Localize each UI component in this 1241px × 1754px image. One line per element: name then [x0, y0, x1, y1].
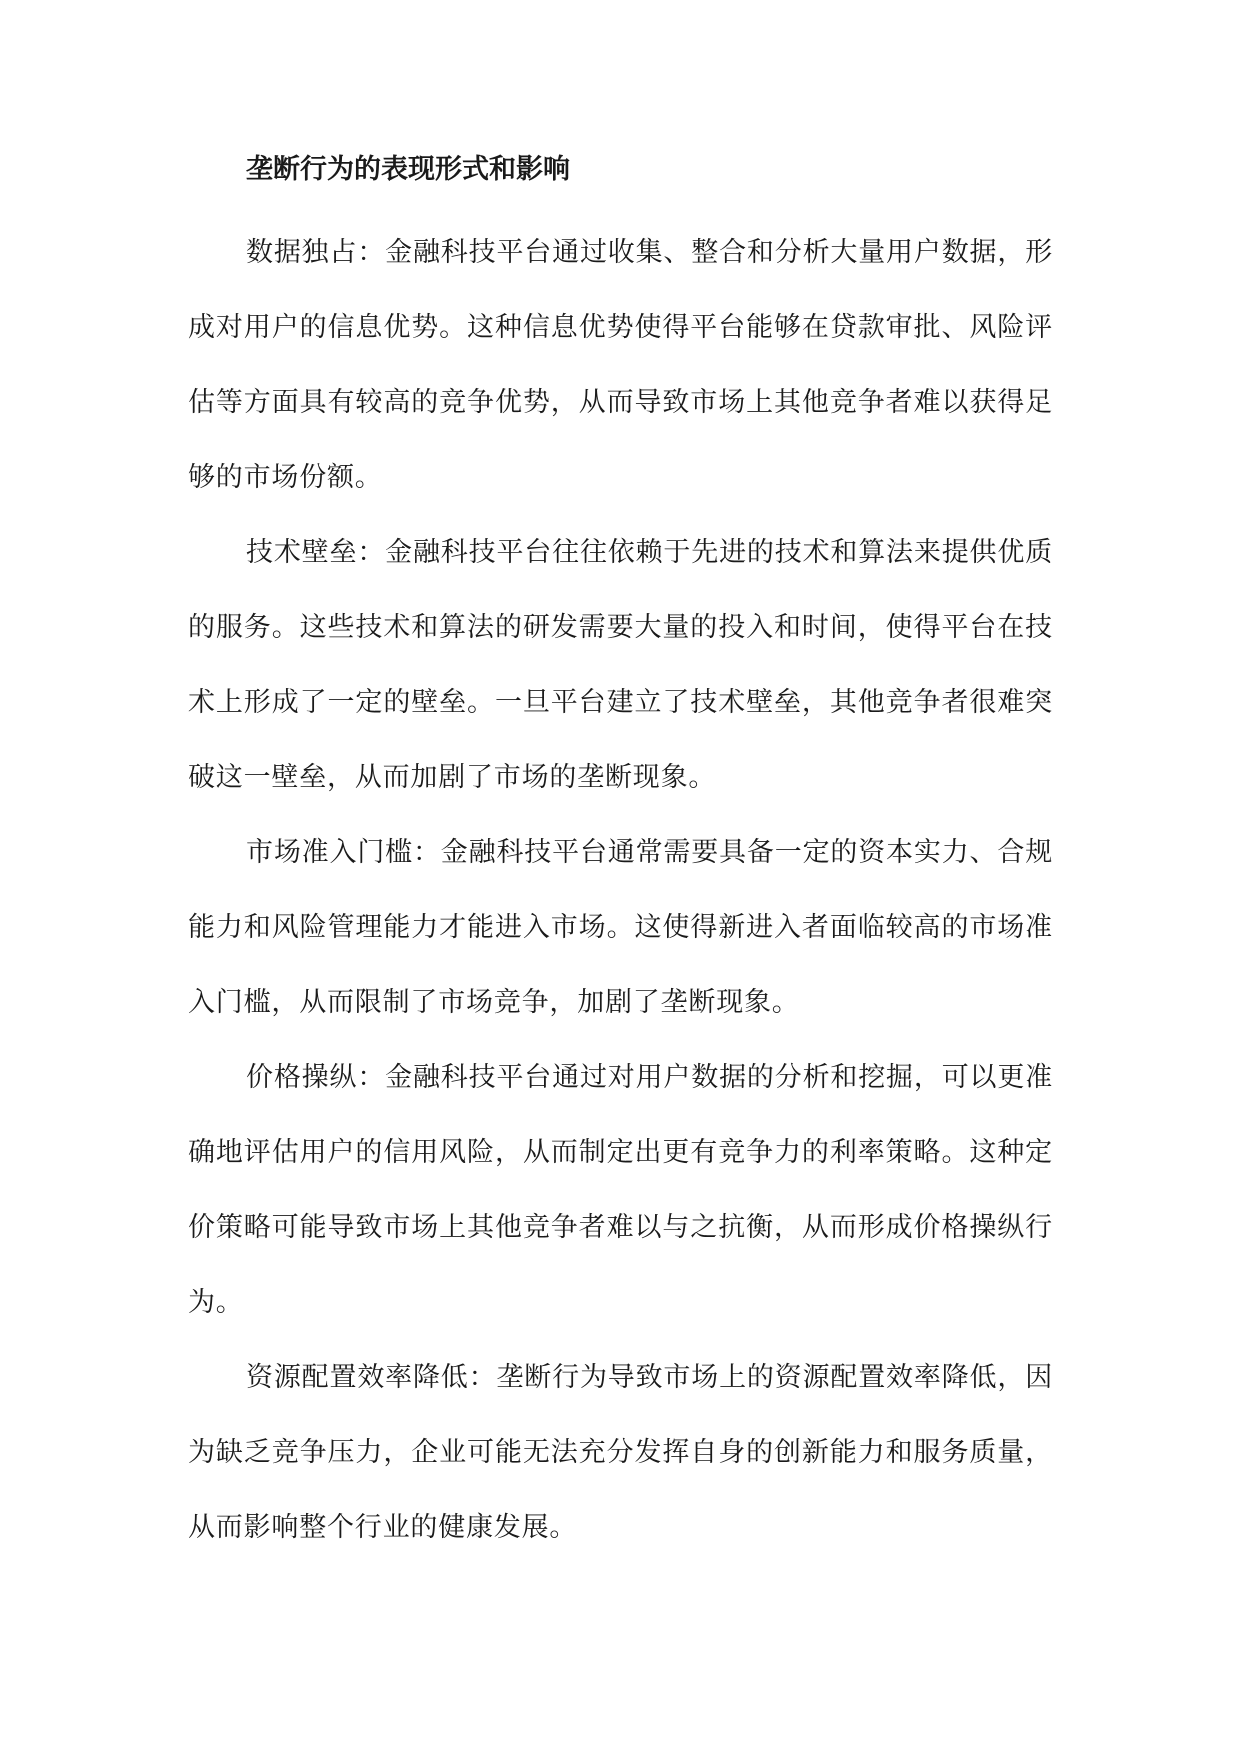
paragraph-data-monopoly: 数据独占：金融科技平台通过收集、整合和分析大量用户数据，形成对用户的信息优势。这种信息优势使得平台能够在贷款审批、风险评估等方面具有较高的竞争优势，从而导致市场上其他竞争者难以获得足够的市场份额。: [188, 237, 1053, 493]
section-title: 垄断行为的表现形式和影响: [246, 154, 570, 185]
paragraph-resource-allocation: 资源配置效率降低：垄断行为导致市场上的资源配置效率降低，因为缺乏竞争压力，企业可能无法充分发挥自身的创新能力和服务质量，从而影响整个行业的健康发展。: [188, 1362, 1053, 1543]
paragraph-price-manipulation: 价格操纵：金融科技平台通过对用户数据的分析和挖掘，可以更准确地评估用户的信用风险，从而制定出更有竞争力的利率策略。这种定价策略可能导致市场上其他竞争者难以与之抗衡，从而形成价格操纵行为。: [188, 1062, 1053, 1318]
paragraph-market-entry-threshold: 市场准入门槛：金融科技平台通常需要具备一定的资本实力、合规能力和风险管理能力才能进入市场。这使得新进入者面临较高的市场准入门槛，从而限制了市场竞争，加剧了垄断现象。: [188, 837, 1053, 1018]
document-body: [188, 140, 1053, 1565]
paragraph-technical-barrier: 技术壁垒：金融科技平台往往依赖于先进的技术和算法来提供优质的服务。这些技术和算法的研发需要大量的投入和时间，使得平台在技术上形成了一定的壁垒。一旦平台建立了技术壁垒，其他竞争者很难突破这一壁垒，从而加剧了市场的垄断现象。: [188, 537, 1053, 793]
